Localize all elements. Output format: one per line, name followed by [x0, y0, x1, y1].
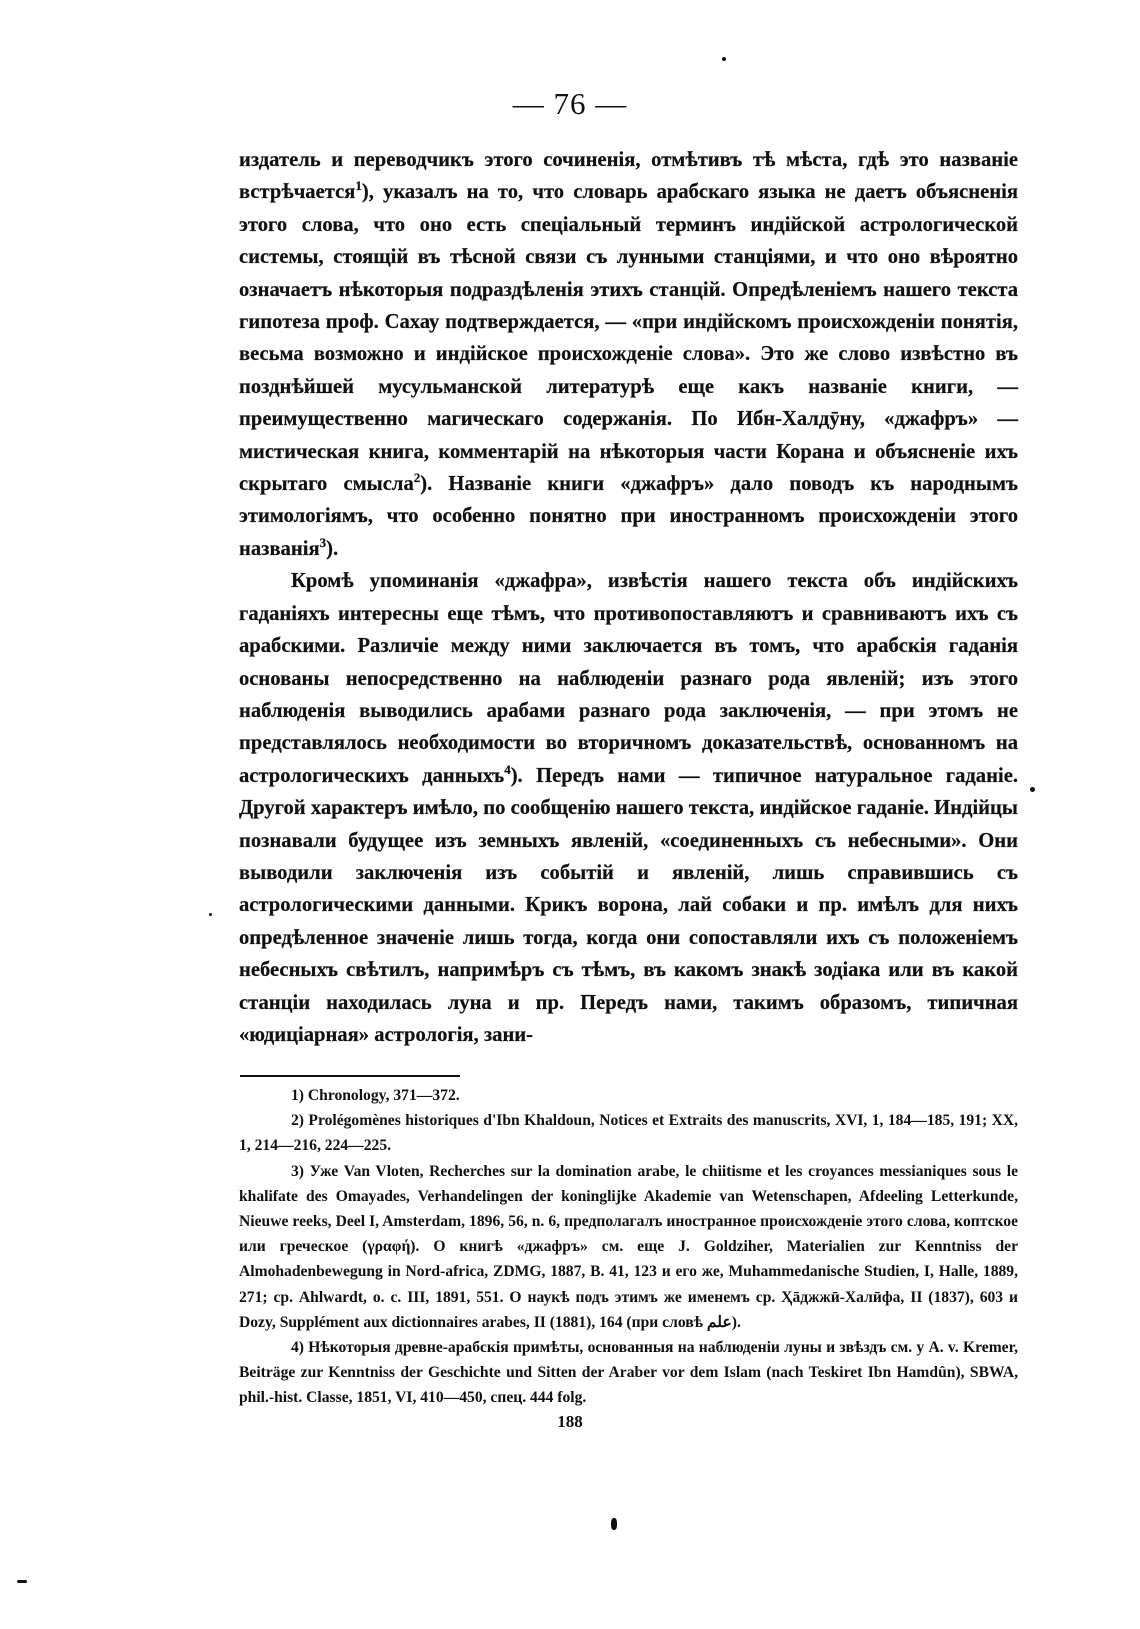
scan-speck: [209, 913, 212, 916]
footnote-2: 2) Prolégomènes historiques d'Ibn Khaldoun, Notices et Extraits des manuscrits, XVI, 1, 184—185, 191; XX, 1, 214—216, 224—225.: [239, 1112, 1018, 1155]
paragraph-text: ). Названіе книги «джафръ» дало поводъ къ народнымъ этимологіямъ, что особенно понятно при иностранномъ происхожденіи этого названія: [239, 473, 1018, 560]
footnote-4: 4) Нѣкоторыя древне-арабскія примѣты, основанныя на наблюденіи луны и звѣздъ см. у A. v. Kremer, Beiträge zur Kenntniss der Geschichte und Sitten der Araber vor dem Islam (nach Teskiret Ibn Hamdûn), SBWA, phil.-hist. Classe, 1851, VI, 410—450, спец. 444 folg.: [239, 1339, 1018, 1407]
paragraph-text: ).: [326, 537, 339, 560]
footnote-ref-2[interactable]: 2: [413, 470, 421, 486]
footnotes: [239, 1083, 1018, 1411]
page-index-footer: 188: [557, 1412, 583, 1431]
paragraph-text: Кромѣ упоминанія «джафра», извѣстія нашего текста объ индійскихъ гаданіяхъ интересны еще тѣмъ, что противопоставляютъ и сравниваютъ ихъ съ арабскими. Различіе между ними заключается въ томъ, что арабскія гаданія основаны непосредственно на наблюденіи разнаго рода явленій; изъ этого наблюденія выводились арабами разнаго рода заключенія, — при этомъ не представлялось необходимости во вторичномъ доказательствѣ, основанномъ на астрологическихъ данныхъ: [239, 570, 1018, 787]
footnote-separator: [240, 1075, 460, 1077]
page-number-header: — 76 —: [512, 86, 628, 121]
paragraph-text: ). Передъ нами — типичное натуральное гаданіе. Другой характеръ имѣло, по сообщенію нашего текста, индійское гаданіе. Индійцы познавали будущее изъ земныхъ явленій, «соединенныхъ съ небесными». Они выводили заключенія изъ событій и явленій, лишь справившись съ астрологическими данными. Крикъ ворона, лай собаки и пр. имѣлъ для нихъ опредѣленное значеніе лишь тогда, когда они сопоставляли ихъ съ положеніемъ небесныхъ свѣтилъ, напримѣръ съ тѣмъ, въ какомъ знакѣ зодіака или въ какой станціи находилась луна и пр. Передъ нами, такимъ образомъ, типичная «юдиціарная» астрологія, зани-: [239, 764, 1018, 1046]
scan-speck: [611, 1518, 617, 1530]
scan-speck: [1030, 787, 1035, 792]
footnote-ref-3[interactable]: 3: [319, 535, 327, 551]
footnote-1: 1) Chronology, 371—372.: [291, 1087, 460, 1104]
footnote-ref-1[interactable]: 1: [355, 178, 362, 194]
paragraph-text: издатель и переводчикъ этого сочиненія, отмѣтивъ тѣ мѣста, гдѣ это названіе встрѣчается: [239, 149, 1018, 204]
paragraph-2: [239, 565, 1018, 1051]
scan-speck: [722, 57, 726, 61]
main-text: [239, 144, 1018, 1051]
footnote-3: 3) Уже Van Vloten, Recherches sur la domination arabe, le chiitisme et les croyances messianiques sous le khalifate des Omayades, Verhandelingen der koninglijke Akademie van Wetenschapen, Afdeeling Letterkunde, Nieuwe reeks, Deel I, Amsterdam, 1896, 56, n. 6, предполагалъ иностранное происхожденіе этого слова, коптское или греческое (γραφή). О книгѣ «джафръ» см. еще J. Goldziher, Materialien zur Kenntniss der Almohadenbewegung in Nord-africa, ZDMG, 1887, B. 41, 123 и его же, Muhammedanische Studien, I, Halle, 1889, 271; ср. Ahlwardt, o. c. III, 1891, 551. О наукѣ подъ этимъ же именемъ ср. Ҳāджжӣ-Халӣфа, II (1837), 603 и Dozy, Supplément aux dictionnaires arabes, II (1881), 164 (при словѣ علم).: [239, 1162, 1018, 1331]
scan-speck: [17, 1580, 27, 1583]
paragraph-1: [239, 144, 1018, 565]
paragraph-text: ), указалъ на то, что словарь арабскаго языка не даетъ объясненія этого слова, что оно есть спеціальный терминъ индійской астрологической системы, стоящій въ тѣсной связи съ лунными станціями, и что оно вѣроятно означаетъ нѣкоторыя подраздѣленія этихъ станцій. Опредѣленіемъ нашего текста гипотеза проф. Сахау подтверждается, — «при индійскомъ происхожденіи понятія, весьма возможно и индійское происхожденіе слова». Это же слово извѣстно въ позднѣйшей мусульманской литературѣ еще какъ названіе книги, — преимущественно магическаго содержанія. По Ибн-Халдӯну, «джафръ» — мистическая книга, комментарій на нѣкоторыя части Корана и объясненіе ихъ скрытаго смысла: [239, 181, 1018, 496]
footnote-ref-4[interactable]: 4: [504, 761, 511, 777]
